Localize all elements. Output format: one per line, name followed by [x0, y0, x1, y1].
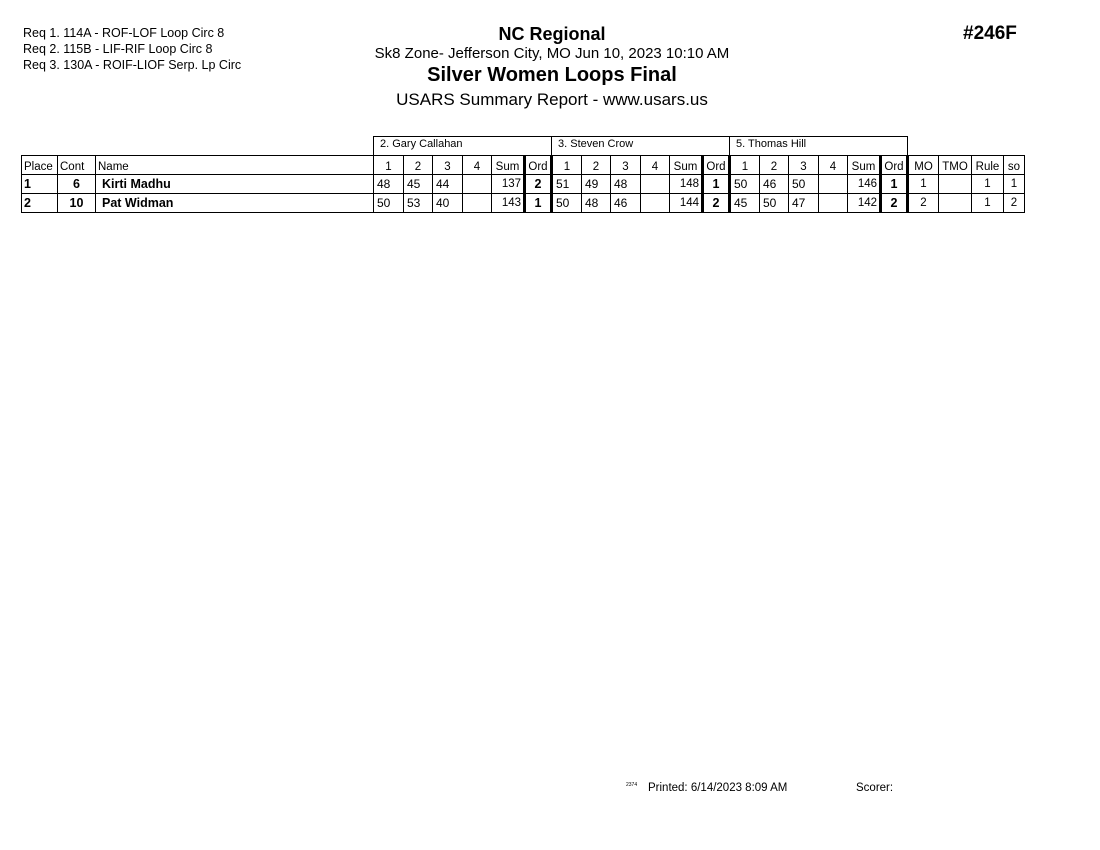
sum-cell: 137: [492, 175, 525, 194]
header-mo: MO: [908, 156, 939, 175]
competition-subtitle: Sk8 Zone- Jefferson City, MO Jun 10, 2023 10:10 AM: [374, 45, 730, 62]
skater-name: Pat Widman: [96, 194, 374, 213]
score-cell: 45: [730, 194, 760, 213]
tmo-cell: [939, 194, 972, 213]
score-cell: 53: [404, 194, 433, 213]
header-tmo: TMO: [939, 156, 972, 175]
sum-cell: 148: [670, 175, 703, 194]
tmo-cell: [939, 175, 972, 194]
header-score-3: 3: [433, 156, 463, 175]
header-sum: Sum: [848, 156, 881, 175]
report-name: USARS Summary Report - www.usars.us: [396, 90, 708, 109]
competition-title: NC Regional: [498, 24, 606, 44]
score-cell: 50: [552, 194, 582, 213]
sum-cell: 142: [848, 194, 881, 213]
so-cell: 1: [1004, 175, 1025, 194]
place-cell: 1: [22, 175, 58, 194]
score-cell: 50: [374, 194, 404, 213]
place-cell: 2: [22, 194, 58, 213]
table-row: [22, 175, 1025, 194]
header-rule: Rule: [972, 156, 1004, 175]
score-cell: 46: [760, 175, 789, 194]
score-cell: 48: [374, 175, 404, 194]
header-sum: Sum: [492, 156, 525, 175]
header-ord: Ord: [525, 156, 552, 175]
header-score-4: 4: [641, 156, 670, 175]
requirement-3: Req 3. 130A - ROIF-LIOF Serp. Lp Circ: [23, 58, 242, 72]
score-cell: 49: [582, 175, 611, 194]
header-cont: Cont: [58, 156, 96, 175]
rule-cell: 1: [972, 194, 1004, 213]
header-score-1: 1: [552, 156, 582, 175]
score-cell: 50: [730, 175, 760, 194]
so-cell: 2: [1004, 194, 1025, 213]
score-cell: [463, 175, 492, 194]
header-score-2: 2: [404, 156, 433, 175]
mo-cell: 1: [908, 175, 939, 194]
event-name: Silver Women Loops Final: [427, 64, 677, 86]
judge-header-row: [22, 137, 1025, 156]
header-score-1: 1: [730, 156, 760, 175]
score-cell: 45: [404, 175, 433, 194]
header-ord: Ord: [881, 156, 908, 175]
sum-cell: 144: [670, 194, 703, 213]
sum-cell: 146: [848, 175, 881, 194]
header-score-4: 4: [819, 156, 848, 175]
score-cell: [819, 194, 848, 213]
score-cell: [641, 175, 670, 194]
header-name: Name: [96, 156, 374, 175]
event-number: #246F: [963, 23, 1017, 44]
score-cell: 48: [611, 175, 641, 194]
results-table: [21, 136, 1025, 213]
column-header-row: [22, 156, 1025, 175]
score-cell: 50: [789, 175, 819, 194]
printed-timestamp: Printed: 6/14/2023 8:09 AM: [648, 782, 788, 794]
score-cell: 40: [433, 194, 463, 213]
requirements-list: [23, 25, 241, 73]
score-cell: 50: [760, 194, 789, 213]
ordinal-cell: 1: [703, 175, 730, 194]
header-score-3: 3: [611, 156, 641, 175]
score-cell: 44: [433, 175, 463, 194]
ordinal-cell: 1: [525, 194, 552, 213]
score-cell: [819, 175, 848, 194]
skater-name: Kirti Madhu: [96, 175, 374, 194]
judge-1-name: 2. Gary Callahan: [374, 137, 552, 156]
score-cell: [641, 194, 670, 213]
cont-cell: 10: [58, 194, 96, 213]
ordinal-cell: 2: [525, 175, 552, 194]
rule-cell: 1: [972, 175, 1004, 194]
scorer-label: Scorer:: [856, 782, 894, 794]
header-so: so: [1004, 156, 1025, 175]
cont-cell: 6: [58, 175, 96, 194]
judge-2-name: 3. Steven Crow: [552, 137, 730, 156]
header-score-2: 2: [760, 156, 789, 175]
header-score-3: 3: [789, 156, 819, 175]
header-score-4: 4: [463, 156, 492, 175]
ordinal-cell: 1: [881, 175, 908, 194]
footer-code: 2374: [626, 782, 638, 788]
header-score-2: 2: [582, 156, 611, 175]
header-sum: Sum: [670, 156, 703, 175]
header-ord: Ord: [703, 156, 730, 175]
header-place: Place: [22, 156, 58, 175]
judge-3-name: 5. Thomas Hill: [730, 137, 908, 156]
score-cell: [463, 194, 492, 213]
score-cell: 48: [582, 194, 611, 213]
requirement-2: Req 2. 115B - LIF-RIF Loop Circ 8: [23, 42, 213, 56]
header-score-1: 1: [374, 156, 404, 175]
score-cell: 51: [552, 175, 582, 194]
table-row: [22, 194, 1025, 213]
ordinal-cell: 2: [703, 194, 730, 213]
ordinal-cell: 2: [881, 194, 908, 213]
score-cell: 46: [611, 194, 641, 213]
requirement-1: Req 1. 114A - ROF-LOF Loop Circ 8: [23, 26, 225, 40]
sum-cell: 143: [492, 194, 525, 213]
score-cell: 47: [789, 194, 819, 213]
mo-cell: 2: [908, 194, 939, 213]
